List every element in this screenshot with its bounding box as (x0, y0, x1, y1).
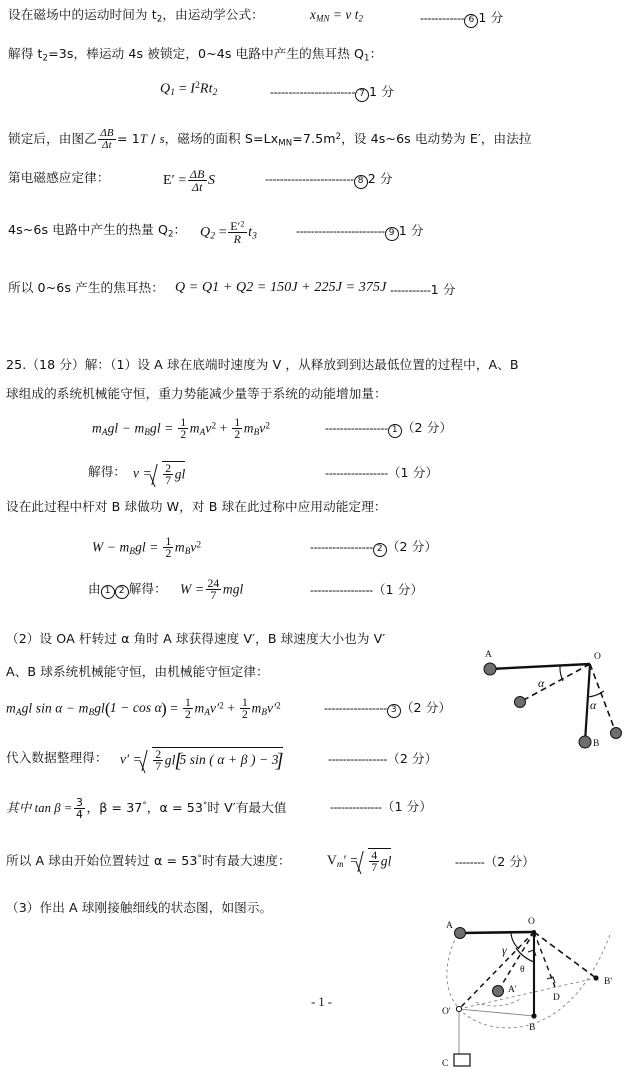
tan-beta-d: 时 V′有最大值 (207, 800, 287, 816)
eq9-dashes: ------------------------ (296, 224, 385, 238)
eq2-frac (163, 536, 173, 561)
fig1-label-O: O (594, 652, 601, 662)
vmax-deg: ° (197, 854, 202, 865)
tan-beta-b: ，β = 37 (86, 800, 143, 816)
equation-6 (310, 8, 363, 23)
solve-W-num: 24 (207, 576, 220, 590)
line-6-score: 1 分 (430, 282, 456, 297)
eq1-gl2: gl = (150, 420, 174, 436)
eq9-frac-num-sup: 2 (240, 218, 245, 228)
solve-v-label (88, 466, 126, 479)
eq1-score: （2 分） (401, 420, 453, 435)
line-7-a: 设在此过程中杆对 B 球做功 W，对 B 球在此过称中应用动能定理： (6, 499, 387, 514)
eq1-m2-sub: B (253, 426, 260, 437)
eq3-gl2: gl (94, 700, 105, 716)
eq1-f1-num: 1 (180, 415, 187, 429)
solve-vprime-tag (328, 752, 437, 766)
line-3-sup: 2 (335, 132, 342, 143)
rod-rotation-diagram (468, 645, 643, 765)
solve-vprime-lhs: v′ = (120, 751, 142, 767)
fig2-point-B (531, 1013, 536, 1018)
solve-W-den: 7 (206, 589, 222, 602)
solve-vprime-frac (153, 749, 163, 774)
fig1-dashed-OA-prime (520, 664, 590, 702)
equation-7 (160, 82, 217, 98)
solve-v-tag (325, 466, 438, 480)
eq3-mm1: m (194, 700, 205, 716)
solve-v-frac (163, 463, 173, 488)
solve-W-dashes: ----------------- (310, 583, 373, 597)
q25-b: 球组成的系统机械能守恒，重力势能减少量等于系统的动能增加量： (6, 386, 387, 401)
solve-vprime-gl: gl (164, 752, 176, 768)
fig2-ball-A (455, 928, 466, 939)
tan-beta-a: 其中 tan β = (6, 801, 73, 816)
eq6-rhs: = v t (333, 7, 359, 22)
eq3-plus: + (227, 700, 236, 716)
eq6-sub-2: 2 (358, 13, 364, 24)
equation-9-tag (296, 224, 424, 241)
tan-beta-line (6, 797, 287, 820)
equation-3-tag (324, 701, 451, 718)
eq3-mm1-sub: A (204, 706, 211, 717)
line-2-b: =3s，棒运动 4s 被锁定，0~4s 电路中产生的焦耳热 Q (48, 46, 365, 61)
solve-vprime-den: 7 (155, 760, 162, 774)
line-5-text (8, 224, 186, 239)
eq1-m1: m (189, 420, 200, 436)
fig1-label-A: A (485, 650, 492, 660)
line-3-b: = 1 (117, 131, 140, 147)
solve-W-tag (310, 583, 423, 597)
line-3-s: s (159, 132, 165, 147)
fig2-label-theta: θ (520, 965, 525, 975)
q25-a: 25.（18 分）解：（1）设 A 球在底端时速度为 V ，从释放到到达最低位置的过程中，A、B (6, 357, 519, 372)
eq3-frac-2 (240, 697, 250, 722)
vmax-gl: gl (380, 853, 392, 869)
eq9-t-sub: 3 (252, 231, 257, 242)
eq3-vv1-sup: 2 (219, 700, 224, 711)
fig1-ball-A (484, 663, 496, 675)
vmax-V-sub: m (336, 858, 344, 869)
equation-8-tag (265, 172, 393, 189)
fig2-dashed-OA-prime (498, 932, 534, 991)
tan-beta-frac (74, 797, 85, 820)
equation-7-tag (270, 85, 394, 102)
vmax-frac (369, 850, 379, 875)
eq1-f2-den: 2 (234, 428, 241, 442)
eq3-vv2-sup: 2 (276, 700, 281, 711)
eq3-f2-den: 2 (242, 708, 248, 722)
fig1-rod-AO (490, 664, 590, 669)
eq7-Rt: Rt (199, 81, 213, 97)
tan-beta-tag (330, 800, 432, 814)
line-1-text (8, 9, 264, 24)
eq3-equals: = (170, 700, 179, 716)
eq3-vv2: v′ (267, 700, 277, 716)
eq1-mA-sub: A (101, 426, 108, 437)
eq9-frac-den: R (228, 232, 246, 245)
fig2-label-C: C (442, 1059, 449, 1069)
eq9-frac-num-wrap (228, 220, 246, 232)
fig1-ball-B-prime (611, 728, 622, 739)
eq1-f1-den: 2 (180, 428, 187, 442)
eq3-f1-den: 2 (185, 708, 191, 722)
line-2-c: ： (369, 46, 383, 61)
line-1-a: 设在磁场中的运动时间为 t (8, 7, 157, 22)
string-contact-state-diagram (358, 902, 638, 1077)
eq1-mA: m (92, 420, 102, 436)
eq7-t-sub: 2 (212, 87, 218, 98)
eq9-score: 1 分 (398, 223, 424, 238)
eq9-circled-number: 9 (385, 227, 399, 241)
solve-v-dashes: ----------------- (325, 466, 388, 480)
fig2-label-A-prime: A' (508, 985, 517, 995)
fig2-point-O (532, 930, 536, 934)
equation-1 (92, 417, 270, 442)
eq1-plus: + (219, 420, 228, 436)
eq3-mm2: m (251, 700, 262, 716)
eq3-circled-number: 3 (387, 704, 401, 718)
line-6-equation (175, 281, 386, 295)
line-3-frac-den: Δt (98, 139, 115, 151)
solve-vprime-label (6, 752, 108, 765)
part2-a: （2）设 OA 杆转过 α 角时 A 球获得速度 V′，B 球速度大小也为 V′ (6, 631, 386, 646)
eq1-v2-sup: 2 (265, 420, 271, 431)
fig2-label-B-prime: B' (604, 977, 613, 987)
eq2-frac-num: 1 (165, 534, 172, 548)
equation-9 (200, 220, 257, 246)
tan-beta-deg1: ° (142, 801, 147, 812)
tan-beta-den: 4 (76, 807, 83, 821)
fig2-label-A: A (446, 921, 453, 931)
eq3-mm2-sub: B (261, 706, 268, 717)
eq1-mB: m (134, 420, 145, 436)
eq7-Q: Q (160, 81, 171, 97)
eq6-score: 1 分 (478, 10, 504, 25)
fig2-angle-arc-theta (516, 948, 534, 962)
fig2-label-B: B (529, 1023, 536, 1033)
solve-v-num: 2 (165, 461, 172, 475)
eq3-m2: m (78, 700, 89, 716)
eq7-I-sup: 2 (195, 81, 200, 91)
eq3-f2-num: 1 (242, 695, 248, 709)
eq9-Q: Q (200, 225, 211, 240)
eq6-sub-mn: MN (315, 13, 330, 24)
eq2-frac-den: 2 (165, 547, 172, 561)
fig2-angle-arc-gamma (511, 933, 519, 949)
eq1-v1: v (205, 420, 212, 436)
line-1-sub: 2 (156, 14, 163, 25)
part3-a: （3）作出 A 球刚接触细线的状态图，如图示。 (6, 900, 273, 915)
line-4-text (8, 172, 110, 185)
vmax-den: 7 (371, 861, 378, 875)
question-25-line-1 (6, 359, 519, 372)
eq8-score: 2 分 (367, 171, 393, 186)
eq2-m2-sub: B (184, 545, 191, 556)
line-5-a: 4s~6s 电路中产生的热量 Q (8, 222, 168, 237)
solve-W-equation (180, 578, 243, 603)
tan-beta-score: （1 分） (381, 799, 433, 814)
solve-vprime-score: （2 分） (387, 751, 438, 766)
equation-1-tag (325, 421, 452, 438)
fig1-label-alpha-2: α (590, 698, 597, 712)
line-3-e: ，设 4s~6s 电动势为 E′，由法拉 (341, 131, 532, 147)
solve-v-gl: gl (174, 466, 186, 482)
tan-beta-dashes: -------------- (330, 800, 382, 814)
part2-line-1 (6, 633, 385, 646)
eq3-paren: ( 1 − cos α ) (105, 701, 167, 715)
eq3-m2-sub: B (88, 706, 95, 717)
solve-W-mid: 解得： (128, 581, 167, 596)
eq8-circled-number: 8 (354, 175, 368, 189)
fig2-label-O: O (528, 917, 535, 927)
eq2-score: （2 分） (386, 539, 438, 554)
line-4-a: 第电磁感应定律： (8, 170, 110, 185)
part2-b: A、B 球系统机械能守恒，由机械能守恒定律： (6, 664, 269, 679)
eq7-I: I (190, 81, 196, 97)
tan-beta-c: ，α = 53 (146, 800, 203, 816)
line-2-sub1: 2 (42, 53, 49, 64)
line-3-fraction (98, 128, 115, 151)
eq1-f2-num: 1 (234, 415, 241, 429)
vmax-num: 4 (371, 848, 378, 862)
eq2-gl: gl = (135, 539, 159, 555)
eq3-m1: m (6, 700, 16, 716)
solve-v-equation (133, 461, 185, 488)
solve-W-frac (206, 578, 222, 603)
eq8-S: S (208, 173, 216, 188)
tan-beta-num: 3 (76, 795, 83, 809)
eq3-dashes: ----------------- (324, 701, 387, 715)
solve-v-score: （1 分） (387, 465, 439, 480)
fig1-label-alpha-1: α (538, 676, 545, 690)
eq7-score: 1 分 (369, 84, 394, 99)
eq8-frac-num: ΔB (189, 166, 205, 181)
eq1-m2: m (243, 420, 254, 436)
eq9-equals: = (218, 225, 227, 240)
eq3-vv1: v′ (210, 700, 220, 716)
eq3-f1-num: 1 (185, 695, 191, 709)
solve-W-circ-1: 1 (101, 585, 115, 599)
solve-vprime-bracket: [ 5 sin ( α + β ) − 3 ] (175, 753, 282, 767)
fig1-ball-B (579, 736, 591, 748)
eq1-gl1: gl − (107, 420, 131, 436)
vmax-radical (358, 848, 392, 875)
eq2-m-sub: B (129, 545, 136, 556)
vmax-equation (327, 848, 391, 875)
fig1-label-B: B (593, 739, 600, 749)
vmax-a: 所以 A 球由开始位置转过 α = 53 (6, 853, 198, 868)
eq2-v: v (190, 539, 197, 555)
eq6-dashes: ------------ (420, 11, 465, 25)
eq2-m: m (119, 539, 130, 555)
eq1-circled-number: 1 (388, 424, 402, 438)
solve-vprime-label-text: 代入数据整理得： (6, 750, 108, 765)
vmax-tag (455, 855, 535, 869)
eq1-v1-sup: 2 (211, 420, 217, 431)
line-3-a: 锁定后，由图乙 (8, 131, 97, 147)
solve-W-score: （1 分） (372, 582, 424, 597)
vmax-line (6, 855, 291, 868)
vmax-prime: ′ = (343, 852, 358, 868)
eq7-equals: = (178, 81, 187, 97)
fig2-rod-AO (460, 932, 534, 933)
equation-3 (6, 697, 281, 722)
eq7-circled-number: 7 (355, 88, 369, 102)
fig2-block-C (454, 1054, 470, 1066)
solve-vprime-radbar (152, 747, 283, 774)
solve-W-label (88, 583, 167, 599)
fig1-angle-arc-1 (560, 666, 563, 681)
line-5-b: ： (173, 222, 187, 237)
fig2-line-O-prime-B (459, 1009, 534, 1016)
line-3-sub-mn: MN (278, 138, 293, 149)
line-6-eq: Q = Q1 + Q2 = 150J + 225J = 375J (175, 280, 387, 295)
solve-vprime-radical (142, 747, 283, 774)
eq1-frac-2 (232, 417, 242, 442)
line-2-a: 解得 t (8, 46, 43, 61)
solve-v-radbar (162, 461, 186, 488)
eq2-m2: m (174, 539, 185, 555)
eq9-t: t (248, 225, 253, 240)
solve-v-radical (152, 461, 186, 488)
eq9-frac-num: E′ (230, 218, 241, 233)
solve-v-lhs: v = (133, 465, 152, 481)
line-3-c: ，磁场的面积 S=Lx (164, 131, 279, 147)
line-2-sub2: 1 (364, 53, 370, 64)
vmax-score: （2 分） (484, 854, 535, 869)
fig2-label-gamma: γ (502, 943, 507, 957)
eq2-circled-number: 2 (373, 543, 387, 557)
line-6-dashes: ----------- (390, 283, 431, 297)
eq1-dashes: ----------------- (325, 421, 388, 435)
line-3-T: T (139, 132, 148, 147)
eq7-Q-sub: 1 (170, 87, 176, 98)
line-6-a: 所以 0~6s 产生的焦耳热： (8, 280, 164, 295)
fig2-point-B-prime (593, 975, 598, 980)
question-25-line-2 (6, 388, 387, 401)
eq9-fraction (228, 220, 246, 246)
vmax-dashes: -------- (455, 855, 485, 869)
line-3-text (8, 128, 532, 151)
eq3-m1-sub: A (15, 706, 22, 717)
fig2-dashed-OB-prime (534, 932, 596, 978)
part3-line (6, 902, 272, 915)
line-3-d: =7.5m (292, 131, 336, 147)
line-3-frac-num: ΔB (100, 126, 114, 139)
eq1-m1-sub: A (199, 426, 206, 437)
eq3-gl-sin: gl sin α − (21, 700, 76, 716)
fig1-ball-A-prime (515, 697, 526, 708)
line-5-sub: 2 (167, 229, 174, 240)
tan-beta-deg2: ° (202, 801, 208, 812)
line-7-text (6, 501, 387, 514)
solve-W-lhs: W = (180, 581, 205, 597)
vmax-b: 时有最大速度： (201, 853, 291, 868)
solve-W-circ-2: 2 (115, 585, 129, 599)
equation-2 (92, 536, 201, 561)
equation-8 (163, 168, 215, 194)
line-1-b: ，由运动学公式： (162, 7, 264, 22)
eq2-W: W − (92, 539, 117, 555)
eq2-v-sup: 2 (196, 539, 202, 550)
vmax-V: V (327, 852, 337, 868)
fig2-label-O-prime: O' (442, 1007, 451, 1017)
equation-2-tag (310, 540, 437, 557)
line-2-text (8, 48, 382, 63)
eq8-dashes: ------------------------ (265, 172, 354, 186)
eq8-frac-den: Δt (188, 180, 207, 193)
eq1-mB-sub: B (144, 426, 150, 437)
solve-W-mgl: mgl (222, 581, 244, 597)
eq3-score: （2 分） (400, 700, 452, 715)
solve-vprime-equation (120, 747, 283, 774)
eq6-x: x (310, 7, 316, 22)
eq9-Q-sub: 2 (210, 231, 216, 242)
solve-vprime-dashes: ---------------- (328, 752, 388, 766)
eq2-dashes: ----------------- (310, 540, 373, 554)
eq8-fraction (188, 168, 207, 194)
solve-vprime-num: 2 (155, 747, 162, 761)
part2-line-2 (6, 666, 269, 679)
line-6-tag (390, 283, 456, 297)
eq7-dashes: ----------------------- (270, 85, 356, 99)
solve-W-pre: 由 (88, 581, 101, 596)
fig2-swing-arc (447, 932, 611, 1028)
line-3-slash: / (151, 131, 156, 147)
fig2-right-angle-mark-2 (547, 977, 555, 983)
eq8-E: E′ = (163, 173, 187, 188)
eq1-v2: v (259, 420, 266, 436)
solve-v-den: 7 (165, 474, 172, 488)
eq3-frac-1 (183, 697, 193, 722)
fig2-label-D: D (553, 993, 560, 1003)
eq6-circled-number: 6 (464, 14, 478, 28)
line-6-text (8, 282, 164, 295)
eq1-frac-1 (178, 417, 188, 442)
page-number: - 1 - (311, 995, 332, 1009)
solve-v-label-text: 解得： (88, 464, 127, 479)
equation-6-tag (420, 11, 503, 28)
vmax-radbar (368, 848, 392, 875)
